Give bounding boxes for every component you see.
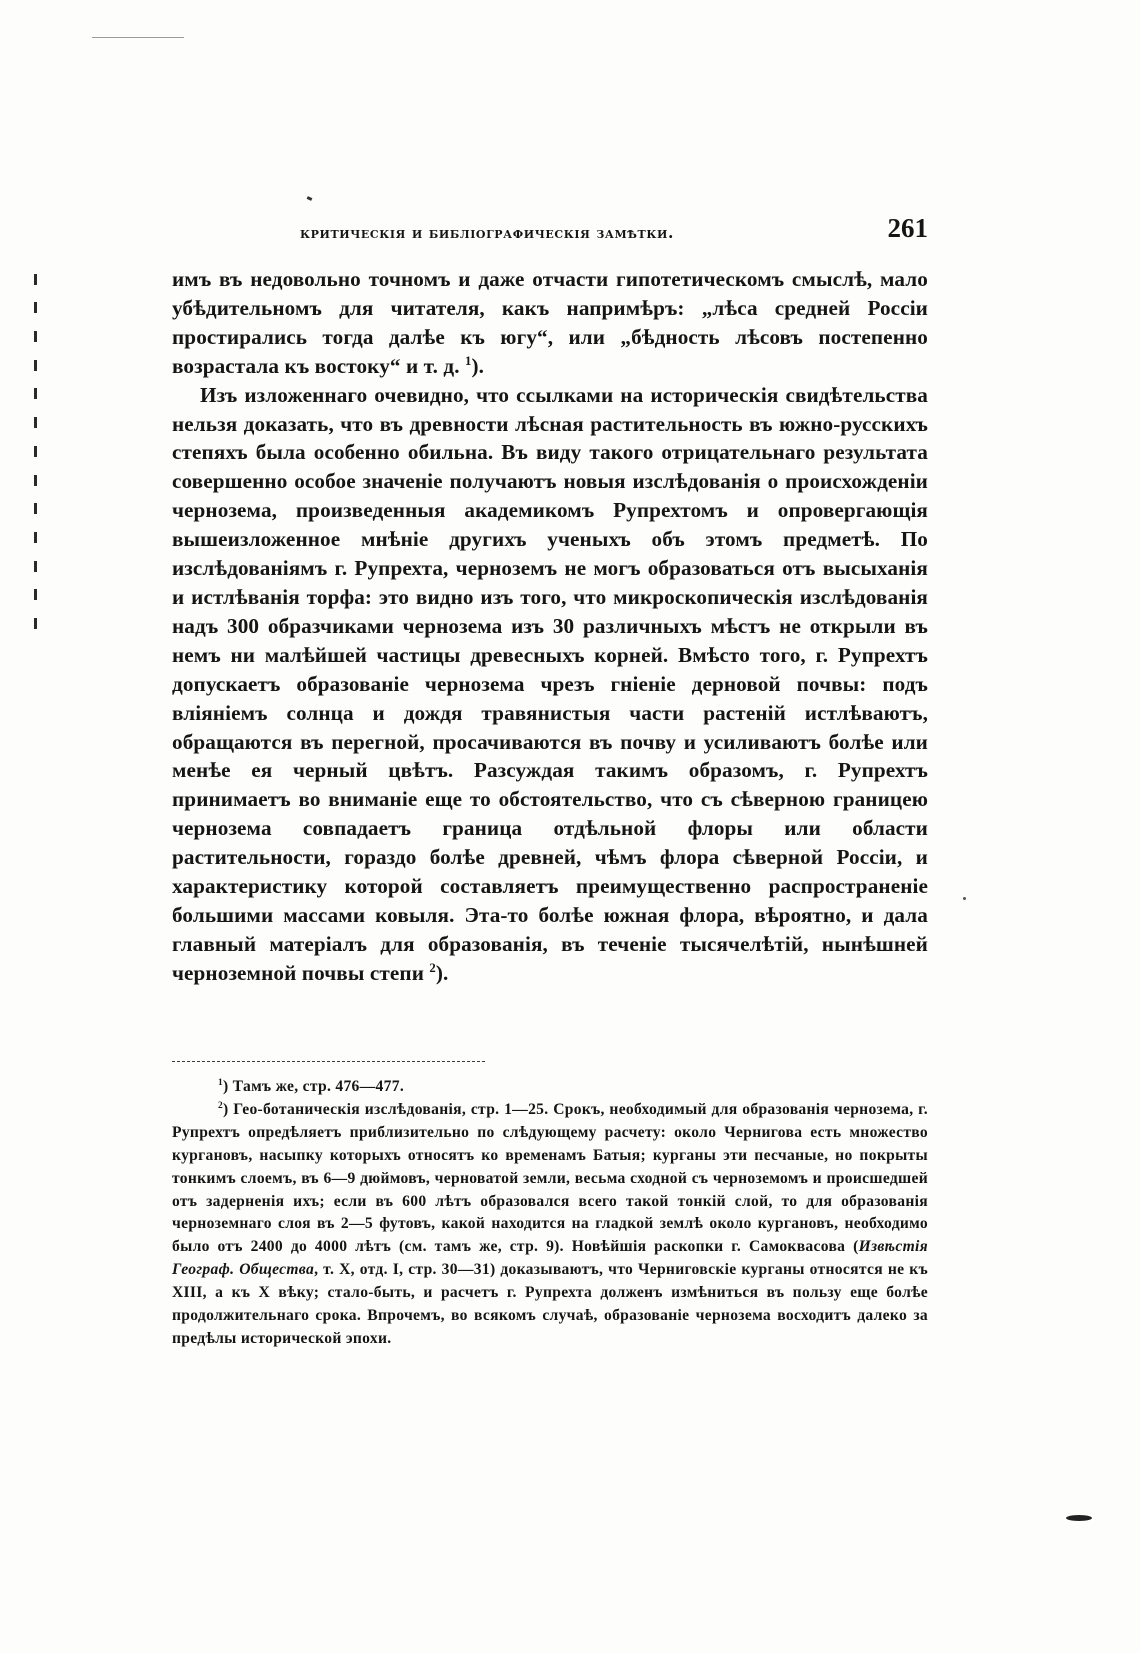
main-text (172, 265, 928, 988)
footnote-2-text-a: ) Гео-ботаническія изслѣдованія, стр. 1—25. Срокъ, необходимый для образованія чернозема, г. Рупрехтъ опредѣляетъ приблизительно по слѣдующему расчету: около Чернигова есть множество кургановъ, насыпку которыхъ относятъ ко временамъ Батыя; курганы эти песчаные, но покрыты тонкимъ слоемъ, въ 6—9 дюймовъ, черноватой земли, весьма сходной съ черноземомъ и происшедшей отъ задерненія ихъ; если въ 600 лѣтъ образовался всего такой тонкій слой, то для образованія черноземнаго слоя въ 2—5 футовъ, какой находится на гладкой землѣ около кургановъ, необходимо было отъ 2400 до 4000 лѣтъ (см. тамъ же, стр. 9). Новѣйшія раскопки г. Самоквасова ( (172, 1100, 928, 1256)
margin-mark (34, 331, 37, 342)
margin-mark (34, 532, 37, 543)
running-title: критическія и библіографическія замѣтки. (300, 223, 674, 242)
paragraph-1 (172, 265, 928, 381)
margin-mark (34, 503, 37, 514)
margin-mark (34, 446, 37, 457)
scan-artifact-line (92, 37, 184, 38)
footnote-2-mark: 2 (218, 1100, 223, 1111)
paragraph-1-text: имъ въ недовольно точномъ и даже отчасти гипотетическомъ смыслѣ, мало убѣдительномъ для читателя, какъ напримѣръ: „лѣса средней Россіи простирались тогда далѣе къ югу“, или „бѣдность лѣсовъ постепенно возрастала къ востоку“ и т. д. (172, 267, 928, 378)
paragraph-2-end: ). (435, 960, 449, 985)
margin-mark (34, 417, 37, 428)
margin-mark (34, 302, 37, 313)
scan-artifact-smudge (1066, 1515, 1092, 1521)
footnote-1 (172, 1076, 928, 1099)
footnote-2-text-b: , т. X, отд. I, стр. 30—31) доказываютъ, что Черниговскіе курганы относятся не къ XIII, а къ X вѣку; стало-быть, и расчетъ г. Рупрехта долженъ измѣниться въ пользу еще болѣе продолжительнаго срока. Впрочемъ, во всякомъ случаѣ, образованіе чернозема восходитъ далеко за предѣлы исторической эпохи. (172, 1261, 928, 1347)
footnote-divider (172, 1061, 485, 1062)
margin-mark (34, 561, 37, 572)
margin-mark (34, 388, 37, 399)
paragraph-1-end: ). (471, 353, 485, 378)
scan-artifact-dot (963, 897, 966, 900)
footnotes (172, 1076, 928, 1351)
paragraph-2 (172, 381, 928, 988)
page-number: 261 (887, 213, 928, 243)
footnote-ref-1: 1 (465, 353, 472, 368)
footnote-2 (172, 1099, 928, 1351)
margin-mark (34, 274, 37, 285)
margin-mark (34, 618, 37, 629)
scan-artifact-mark (307, 196, 313, 201)
margin-mark (34, 360, 37, 371)
page-header (300, 213, 928, 253)
margin-mark (34, 475, 37, 486)
margin-mark (34, 589, 37, 600)
footnote-1-text: ) Тамъ же, стр. 476—477. (222, 1078, 405, 1095)
footnote-1-mark: 1 (218, 1077, 223, 1088)
paragraph-2-text: Изъ изложеннаго очевидно, что ссылками на историческія свидѣтельства нельзя доказать, что въ древности лѣсная растительность въ южно-русскихъ степяхъ была особенно обильна. Въ виду такого отрицательнаго результата совершенно особое значеніе получаютъ новыя изслѣдованія о происхожденіи чернозема, произведенныя академикомъ Рупрехтомъ и опровергающія вышеизложенное мнѣніе другихъ ученыхъ объ этомъ предметѣ. По изслѣдованіямъ г. Рупрехта, черноземъ не могъ образоваться отъ высыханія и истлѣванія торфа: это видно изъ того, что микроскопическія изслѣдованія надъ 300 образчиками чернозема изъ 30 различныхъ мѣстъ не открыли въ немъ ни малѣйшей частицы древесныхъ корней. Вмѣсто того, г. Рупрехтъ допускаетъ образованіе чернозема чрезъ гніеніе дерновой почвы: подъ вліяніемъ солнца и дождя травянистыя части растеній истлѣваютъ, обращаются въ перегной, просачиваются въ почву и усиливаютъ болѣе или менѣе ея черный цвѣтъ. Разсуждая такимъ образомъ, г. Рупрехтъ принимаетъ во вниманіе еще то обстоятельство, что съ сѣверною границею чернозема совпадаетъ граница отдѣльной флоры или области растительности, гораздо болѣе древней, чѣмъ флора сѣверной Россіи, и характеристику которой составляетъ преимущественно распространеніе большими массами ковыля. Эта-то болѣе южная флора, вѣроятно, и дала главный матеріалъ для образованія, въ теченіе тысячелѣтій, нынѣшней черноземной почвы степи (172, 382, 928, 985)
footnote-ref-2: 2 (429, 960, 436, 975)
footnote-2-journal-title: Извѣстія Географ. Общества (172, 1238, 928, 1279)
